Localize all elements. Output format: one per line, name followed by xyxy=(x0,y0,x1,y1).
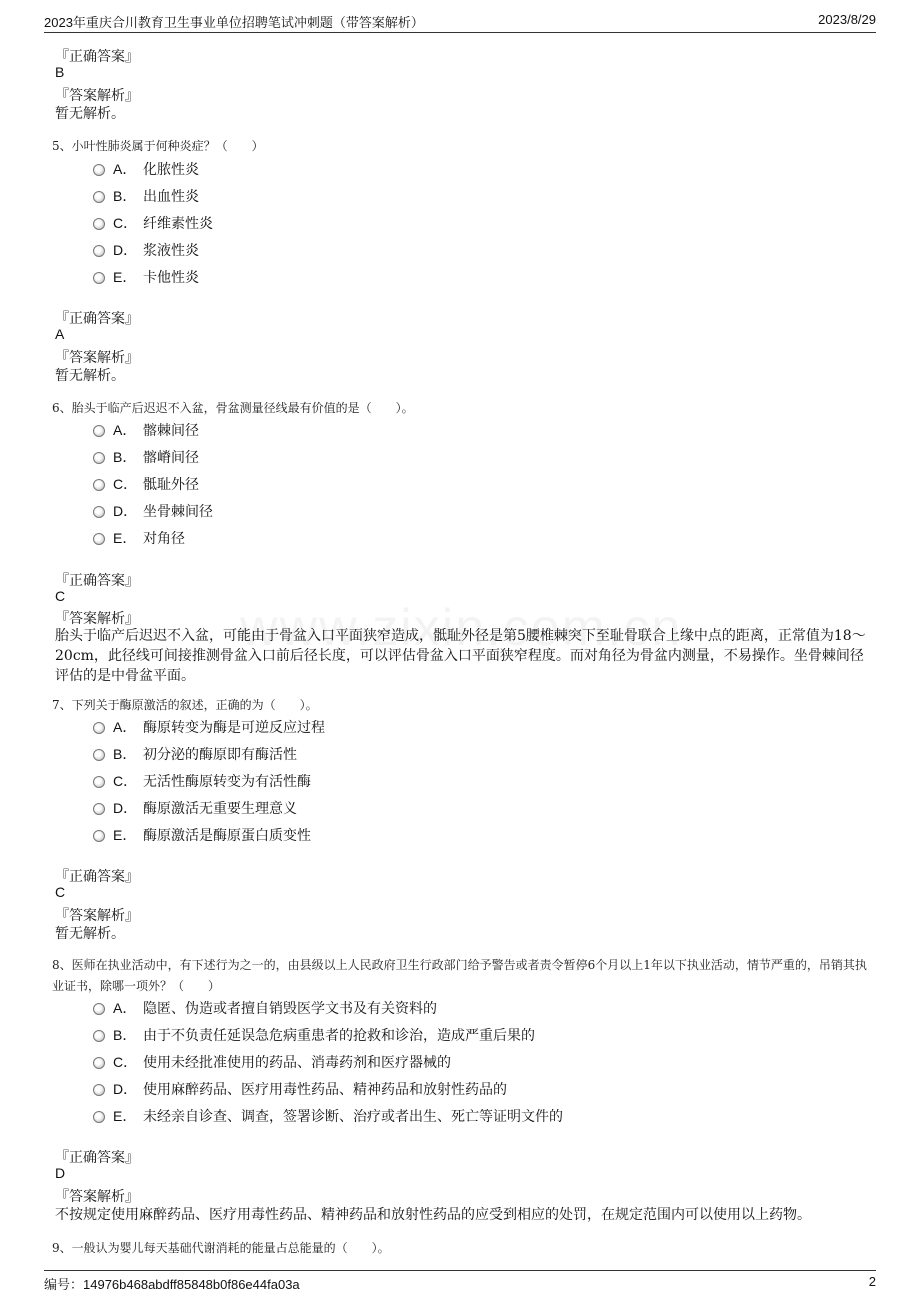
radio-icon[interactable] xyxy=(93,1111,105,1123)
answer-value-q7: C xyxy=(55,884,66,900)
answer-value-q8: D xyxy=(55,1165,66,1181)
page-number: 2 xyxy=(868,1274,876,1289)
analysis-text-q5: 暂无解析。 xyxy=(55,368,125,384)
radio-icon[interactable] xyxy=(93,191,105,203)
analysis-label: 『答案解析』 xyxy=(55,88,139,104)
analysis-label: 『答案解析』 xyxy=(55,1189,139,1205)
answer-label: 『正确答案』 xyxy=(55,869,139,885)
analysis-text-q6: 胎头于临产后迟迟不入盆，可能由于骨盆入口平面狭窄造成，骶耻外径是第5腰椎棘突下至耻骨联合上缘中点的距离，正常值为18～20cm，此径线可间接推测骨盆入口前后径长度，可以评估骨盆入口平面狭窄程度。而对角径为骨盆内测量，不易操作。坐骨棘间径评估的是中骨盆平面。 xyxy=(55,628,866,684)
header-title: 2023年重庆合川教育卫生事业单位招聘笔试冲刺题（带答案解析） xyxy=(44,15,424,30)
radio-icon[interactable] xyxy=(93,830,105,842)
radio-icon[interactable] xyxy=(93,245,105,257)
radio-icon[interactable] xyxy=(93,1057,105,1069)
analysis-label: 『答案解析』 xyxy=(55,611,139,627)
radio-icon[interactable] xyxy=(93,749,105,761)
radio-icon[interactable] xyxy=(93,1084,105,1096)
radio-icon[interactable] xyxy=(93,1030,105,1042)
radio-icon[interactable] xyxy=(93,722,105,734)
radio-icon[interactable] xyxy=(93,479,105,491)
radio-icon[interactable] xyxy=(93,164,105,176)
question-8: 8、医师在执业活动中，有下述行为之一的，由县级以上人民政府卫生行政部门给予警告或者责令暂停6个月以上1年以下执业活动，情节严重的，吊销其执业证书，除哪一项外？（ ） xyxy=(52,958,867,993)
analysis-label: 『答案解析』 xyxy=(55,350,139,366)
answer-label: 『正确答案』 xyxy=(55,1150,139,1166)
analysis-text-q4: 暂无解析。 xyxy=(55,106,125,122)
analysis-label: 『答案解析』 xyxy=(55,908,139,924)
radio-icon[interactable] xyxy=(93,506,105,518)
footer-serial: 编号：14976b468abdff85848b0f86e44fa03a xyxy=(44,1277,300,1292)
radio-icon[interactable] xyxy=(93,425,105,437)
radio-icon[interactable] xyxy=(93,803,105,815)
question-9: 9、一般认为婴儿每天基础代谢消耗的能量占总能量的（ ）。 xyxy=(52,1241,390,1255)
radio-icon[interactable] xyxy=(93,533,105,545)
radio-icon[interactable] xyxy=(93,218,105,230)
radio-icon[interactable] xyxy=(93,452,105,464)
header-date: 2023/8/29 xyxy=(818,12,876,27)
question-5: 5、小叶性肺炎属于何种炎症？（ ） xyxy=(52,139,264,153)
page-footer xyxy=(44,1270,876,1293)
answer-label: 『正确答案』 xyxy=(55,311,139,327)
analysis-text-q8: 不按规定使用麻醉药品、医疗用毒性药品、精神药品和放射性药品的应受到相应的处罚，在规定范围内可以使用以上药物。 xyxy=(55,1207,811,1223)
answer-value-q6: C xyxy=(55,588,66,604)
question-7: 7、下列关于酶原激活的叙述，正确的为（ ）。 xyxy=(52,698,318,712)
radio-icon[interactable] xyxy=(93,1003,105,1015)
analysis-text-q7: 暂无解析。 xyxy=(55,926,125,942)
page-header xyxy=(44,10,876,33)
answer-value-q5: A xyxy=(55,326,65,342)
answer-label: 『正确答案』 xyxy=(55,573,139,589)
answer-value-q4: B xyxy=(55,64,65,80)
radio-icon[interactable] xyxy=(93,272,105,284)
question-6: 6、胎头于临产后迟迟不入盆，骨盆测量径线最有价值的是（ ）。 xyxy=(52,401,414,415)
answer-label: 『正确答案』 xyxy=(55,49,139,65)
radio-icon[interactable] xyxy=(93,776,105,788)
